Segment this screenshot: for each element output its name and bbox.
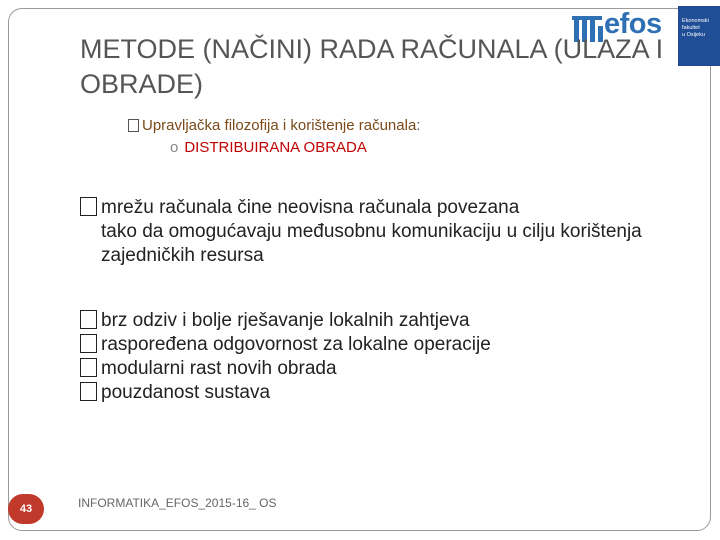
page-number-badge: 43: [8, 494, 44, 524]
missing-glyph-icon: [80, 197, 97, 216]
missing-glyph-icon: [80, 382, 97, 401]
logo-wordmark: efos: [604, 8, 662, 40]
missing-glyph-icon: [80, 334, 97, 353]
list-item: raspoređena odgovornost za lokalne operacije: [80, 333, 670, 357]
circle-bullet-icon: o: [170, 139, 179, 156]
footer-text: INFORMATIKA_EFOS_2015-16_ OS: [78, 496, 277, 510]
list-item: pouzdanost sustava: [80, 381, 670, 405]
definition-first-line: mrežu računala čine neovisna računala povezana: [101, 197, 520, 218]
subheading: Upravljačka filozofija i korištenje računala:: [128, 117, 420, 134]
list-item: modularni rast novih obrada: [80, 357, 670, 381]
subheading-text: Upravljačka filozofija i korištenje računala: [142, 117, 417, 134]
list-item: brz odziv i bolje rješavanje lokalnih zahtjeva: [80, 309, 670, 333]
sub-item-text: DISTRIBUIRANA OBRADA: [184, 139, 367, 156]
logo-caption: Ekonomski fakultet u Osijeku: [682, 18, 709, 38]
sub-item: [170, 139, 367, 156]
missing-glyph-icon: [128, 119, 139, 132]
benefits-list: [80, 309, 670, 405]
missing-glyph-icon: [80, 358, 97, 377]
definition-rest: tako da omogućavaju međusobnu komunikaciju u cilju korištenja zajedničkih resursa: [101, 221, 642, 266]
definition-paragraph: [80, 196, 670, 268]
missing-glyph-icon: [80, 310, 97, 329]
slide-title: METODE (NAČINI) RADA RAČUNALA (ULAZA I OBRADE): [80, 34, 664, 99]
